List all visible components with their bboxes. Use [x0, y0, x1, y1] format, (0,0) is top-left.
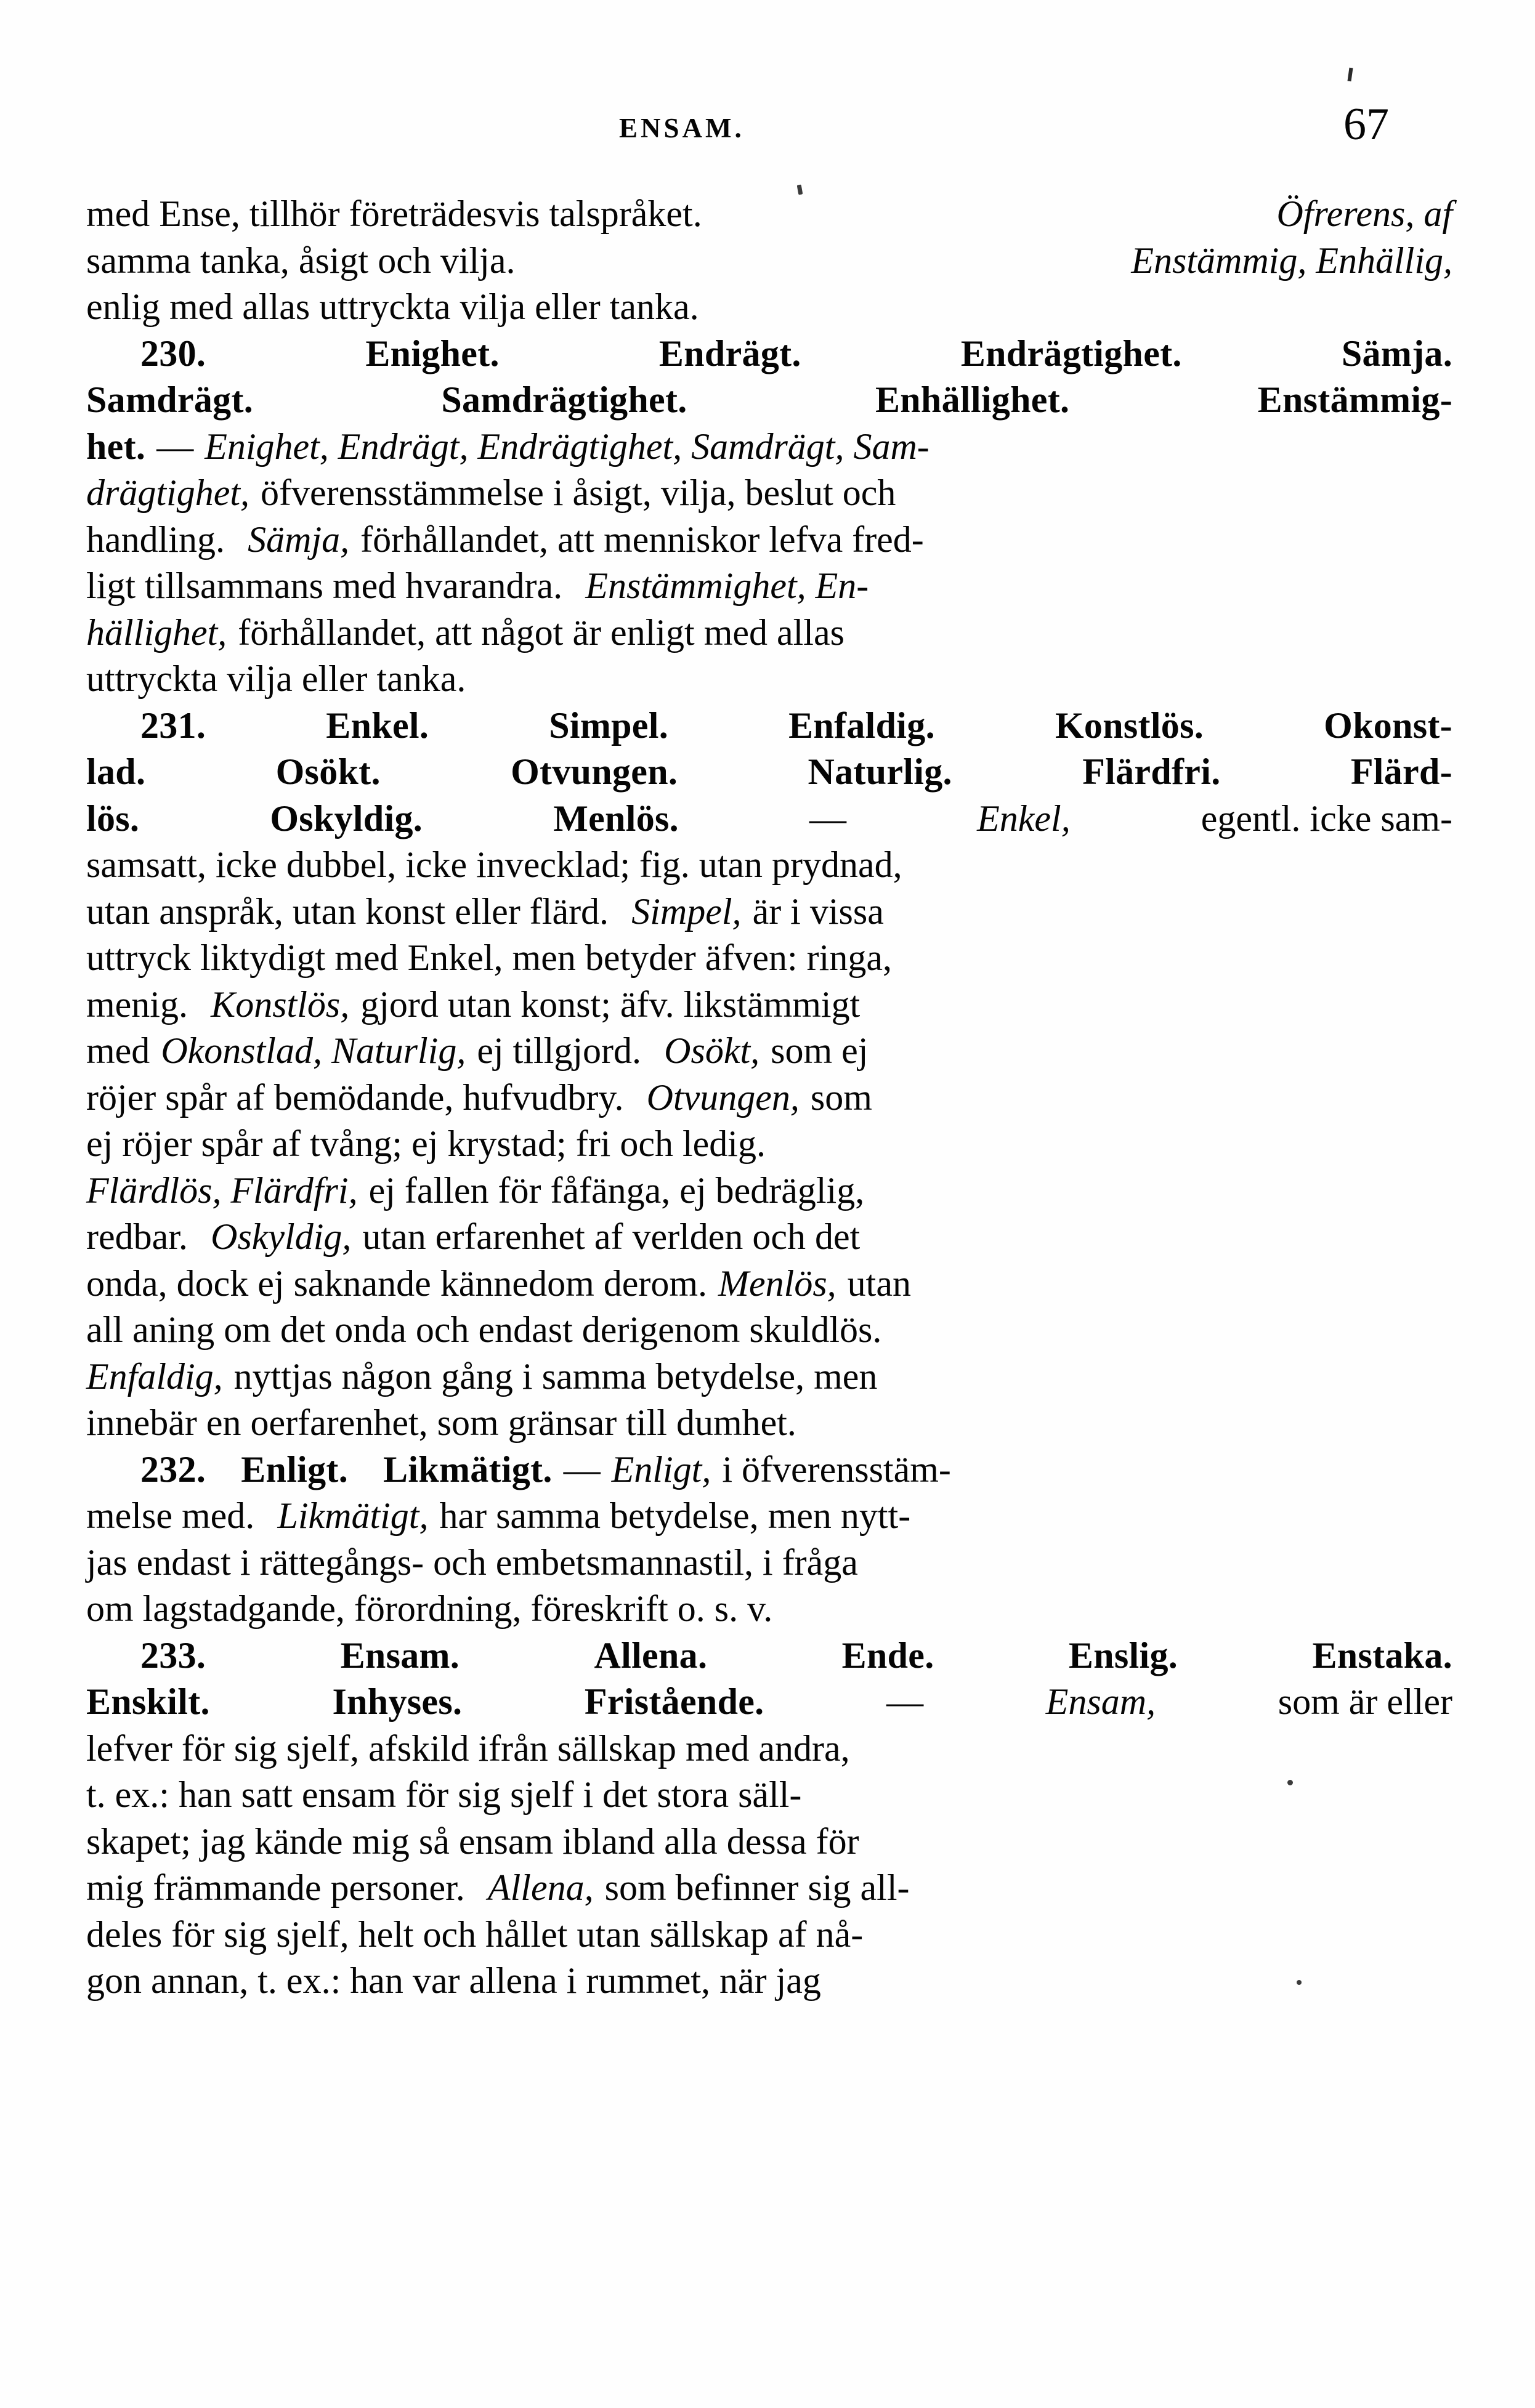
headword: het. — [86, 426, 146, 467]
line-segment: deles för sig sjelf, helt och hållet utan sällskap af nå- — [86, 1913, 864, 1955]
line-segment: samma tanka, åsigt och vilja. — [86, 240, 516, 281]
line-segment: onda, dock ej saknande kännedom derom. — [86, 1263, 708, 1304]
line-segment: ligt tillsammans med hvarandra. — [86, 565, 563, 606]
line-segment: förhållandet, att något är enligt med allas — [238, 612, 844, 653]
gloss-term: Konstlös, — [211, 984, 350, 1025]
text-line — [86, 1540, 1452, 1586]
headword: Ensam. — [340, 1634, 460, 1676]
headword: Konstlös. — [1055, 705, 1204, 746]
headword: Enhällighet. — [875, 379, 1070, 420]
entry-233-headword-line-1 — [86, 1633, 1452, 1679]
entry-231-headword-line-2 — [86, 749, 1452, 796]
gloss-term: Likmätigt, — [277, 1495, 429, 1536]
line-segment: enlig med allas uttryckta vilja eller tanka. — [86, 286, 699, 327]
line-segment: ej tillgjord. — [477, 1030, 641, 1071]
line-segment: uttryckta vilja eller tanka. — [86, 658, 466, 699]
text-line — [86, 842, 1452, 889]
line-segment: utan erfarenhet af verlden och det — [362, 1216, 861, 1257]
gloss-term: Enighet, Endrägt, Endrägtighet, Samdrägt, Sam- — [205, 426, 930, 467]
line-segment: öfverensstämmelse i åsigt, vilja, beslut och — [261, 472, 896, 513]
text-line — [86, 1400, 1452, 1447]
page-number: 67 — [1343, 99, 1389, 150]
line-segment: innebär en oerfarenhet, som gränsar till dumhet. — [86, 1402, 796, 1443]
line-segment: förhållandet, att menniskor lefva fred- — [360, 519, 924, 560]
entry-230-headword-line-2 — [86, 377, 1452, 424]
entry-231-headword-line-1 — [86, 703, 1452, 749]
text-line — [86, 284, 1452, 331]
line-segment: skapet; jag kände mig så ensam ibland alla dessa för — [86, 1820, 859, 1862]
text-line — [86, 1261, 1452, 1307]
text-line — [86, 238, 1452, 285]
headword: Flärd- — [1350, 751, 1452, 792]
line-segment: melse med. — [86, 1495, 255, 1536]
line-segment: med Ense, tillhör företrädesvis talspråket. — [86, 193, 702, 234]
headword: Likmätigt. — [383, 1448, 553, 1490]
running-title: ENSAM. — [619, 113, 745, 143]
line-segment: som är eller — [1278, 1681, 1452, 1722]
headword: lös. — [86, 798, 140, 839]
em-dash: — — [809, 798, 847, 839]
line-segment: mig främmande personer. — [86, 1867, 465, 1908]
text-line — [86, 656, 1452, 703]
line-segment: röjer spår af bemödande, hufvudbry. — [86, 1077, 624, 1118]
text-line — [86, 1726, 1452, 1772]
scan-artifact — [1287, 1780, 1293, 1785]
text-line — [86, 563, 1452, 610]
gloss-term: Sämja, — [248, 519, 350, 560]
entry-230-gloss-line-1 — [86, 424, 1452, 471]
line-segment: menig. — [86, 984, 188, 1025]
headword: Enighet. — [365, 333, 500, 374]
headword: Enslig. — [1068, 1634, 1178, 1676]
headword: Allena. — [594, 1634, 708, 1676]
text-line — [86, 1865, 1452, 1912]
headword: Samdrägt. — [86, 379, 254, 420]
text-line — [86, 517, 1452, 564]
entry-232-headword-line — [86, 1447, 1452, 1493]
text-line — [86, 982, 1452, 1028]
text-line — [86, 1354, 1452, 1400]
headword: Enstämmig- — [1257, 379, 1452, 420]
headword: Simpel. — [549, 705, 669, 746]
headword: Sämja. — [1341, 333, 1452, 374]
gloss-term: Osökt, — [664, 1030, 760, 1071]
entry-number: 233. — [140, 1634, 206, 1676]
headword: Osökt. — [275, 751, 381, 792]
headword: Okonst- — [1324, 705, 1452, 746]
headword: Flärdfri. — [1082, 751, 1221, 792]
line-segment: handling. — [86, 519, 225, 560]
text-line — [86, 935, 1452, 982]
gloss-term: Enfaldig, — [86, 1356, 223, 1397]
line-segment: samsatt, icke dubbel, icke invecklad; fig. utan prydnad, — [86, 844, 902, 885]
headword: Enligt. — [241, 1448, 349, 1490]
em-dash: — — [886, 1681, 924, 1722]
scan-artifact — [797, 185, 803, 195]
line-segment-italic: Enstämmig, Enhällig, — [1131, 240, 1452, 281]
gloss-term: Okonstlad, Naturlig, — [161, 1030, 466, 1071]
line-segment: all aning om det onda och endast derigenom skuldlös. — [86, 1309, 882, 1350]
line-segment: jas endast i rättegångs- och embetsmannastil, i fråga — [86, 1541, 858, 1583]
line-segment: redbar. — [86, 1216, 188, 1257]
line-segment: som — [810, 1077, 872, 1118]
text-line — [86, 1214, 1452, 1261]
headword: Inhyses. — [332, 1681, 463, 1722]
line-segment: ej röjer spår af tvång; ej krystad; fri och ledig. — [86, 1123, 766, 1164]
em-dash: — — [563, 1448, 601, 1490]
running-head — [92, 99, 1448, 166]
text-line — [86, 1958, 1452, 2005]
scan-artifact — [1297, 1980, 1302, 1985]
headword: Samdrägtighet. — [441, 379, 687, 420]
headword: Menlös. — [553, 798, 679, 839]
line-segment: lefver för sig sjelf, afskild ifrån sällskap med andra, — [86, 1727, 850, 1769]
entry-233-gloss-line-1 — [86, 1679, 1452, 1726]
headword: Fristående. — [584, 1681, 764, 1722]
text-line — [86, 1586, 1452, 1633]
headword: Ende. — [841, 1634, 934, 1676]
text-line — [86, 1075, 1452, 1121]
text-line — [86, 610, 1452, 657]
gloss-term: Otvungen, — [646, 1077, 800, 1118]
line-segment: om lagstadgande, förordning, föreskrift o. s. v. — [86, 1588, 773, 1629]
gloss-term: hällighet, — [86, 612, 227, 653]
line-segment: gon annan, t. ex.: han var allena i rummet, när jag — [86, 1960, 821, 2001]
line-segment: med — [86, 1030, 150, 1071]
entry-number: 232. — [140, 1448, 206, 1490]
headword: Endrägtighet. — [960, 333, 1182, 374]
gloss-term: drägtighet, — [86, 472, 249, 513]
headword: Oskyldig. — [270, 798, 423, 839]
line-segment-italic: Öfrerens, af — [1276, 193, 1452, 234]
headword: Otvungen. — [511, 751, 678, 792]
line-segment: utan anspråk, utan konst eller flärd. — [86, 891, 609, 932]
line-segment: som befinner sig all- — [604, 1867, 910, 1908]
text-line — [86, 1307, 1452, 1354]
scan-speck — [1347, 68, 1353, 82]
text-line — [86, 1121, 1452, 1168]
entry-number: 231. — [140, 705, 206, 746]
headword: Enkel. — [326, 705, 429, 746]
line-segment: gjord utan konst; äfv. likstämmigt — [360, 984, 861, 1025]
line-segment: utan — [847, 1263, 911, 1304]
text-line — [86, 1493, 1452, 1540]
headword: Enskilt. — [86, 1681, 210, 1722]
line-segment: som ej — [771, 1030, 869, 1071]
entry-number: 230. — [140, 333, 206, 374]
headword: Endrägt. — [658, 333, 801, 374]
line-segment: ej fallen för fåfänga, ej bedräglig, — [368, 1170, 865, 1211]
gloss-term: Enkel, — [977, 798, 1071, 839]
line-segment: egentl. icke sam- — [1201, 798, 1452, 839]
text-line — [86, 1912, 1452, 1958]
text-line — [86, 1168, 1452, 1214]
text-line — [86, 889, 1452, 935]
gloss-term: Menlös, — [718, 1263, 836, 1304]
gloss-term: Simpel, — [631, 891, 742, 932]
gloss-term: Allena, — [487, 1867, 594, 1908]
gloss-term: Ensam, — [1045, 1681, 1156, 1722]
text-line — [86, 191, 1452, 238]
gloss-term: Enstämmighet, En- — [585, 565, 869, 606]
text-line — [86, 1028, 1452, 1075]
entry-230-headword-line-1 — [86, 331, 1452, 378]
line-segment: t. ex.: han satt ensam för sig sjelf i det stora säll- — [86, 1774, 802, 1815]
line-segment: är i vissa — [752, 891, 884, 932]
headword: Enstaka. — [1312, 1634, 1452, 1676]
page-text-body — [86, 191, 1452, 2005]
em-dash: — — [156, 426, 194, 467]
line-segment: i öfverensstäm- — [722, 1448, 951, 1490]
line-segment: uttryck liktydigt med Enkel, men betyder äfven: ringa, — [86, 937, 892, 978]
entry-231-gloss-line-1 — [86, 796, 1452, 842]
headword: Naturlig. — [808, 751, 952, 792]
headword: lad. — [86, 751, 146, 792]
gloss-term: Enligt, — [611, 1448, 711, 1490]
gloss-term: Flärdlös, Flärdfri, — [86, 1170, 358, 1211]
text-line — [86, 1819, 1452, 1865]
gloss-term: Oskyldig, — [211, 1216, 352, 1257]
headword: Enfaldig. — [788, 705, 935, 746]
line-segment: har samma betydelse, men nytt- — [439, 1495, 911, 1536]
text-line — [86, 1772, 1452, 1819]
text-line — [86, 470, 1452, 517]
line-segment: nyttjas någon gång i samma betydelse, men — [233, 1356, 878, 1397]
